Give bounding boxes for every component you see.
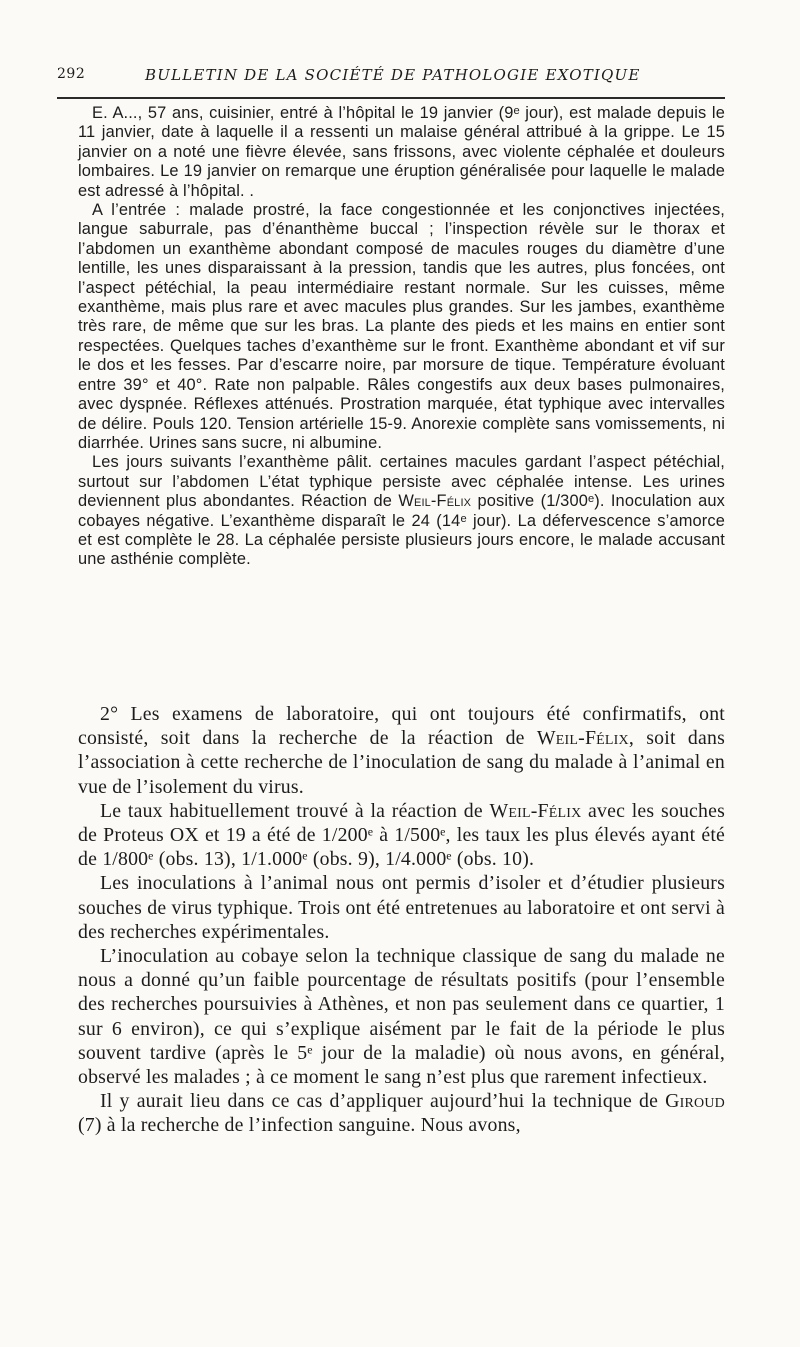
running-header [57, 66, 727, 94]
body-paragraph-inoculations: Les inoculations à l’animal nous ont permis d’isoler et d’étudier plusieurs souches de virus typhique. Trois ont été entretenues au laboratoire et ont servi à des recherches expérimentales. [78, 872, 725, 943]
page-number: 292 [57, 66, 86, 82]
author-name: Weil-Félix [536, 727, 629, 750]
header-rule [57, 97, 725, 99]
case-paragraph-evolution [78, 453, 725, 569]
text-run: Les jours suivants l’exanthème pâlit. certaines macules gardant l’aspect pétéchial, surtout sur l’abdomen L’état typhique persiste avec céphalée intense. Les urines deviennent plus abondantes. Réaction de [78, 453, 725, 511]
author-name: Weil-Félix [398, 492, 472, 511]
case-paragraph-history: E. A..., 57 ans, cuisinier, entré à l’hôpital le 19 janvier (9ᵉ jour), est malade depuis le 11 janvier, date à laquelle il a ressenti un malaise général attribué à la grippe. Le 15 janvier on a noté une fièvre élevée, sans frissons, avec violente céphalée et douleurs lombaires. Le 19 janvier on remarque une éruption généralisée pour laquelle le malade est adressé à l’hôpital. . [78, 104, 725, 200]
body-paragraph-giroud [78, 1089, 725, 1137]
body-paragraph-rates [78, 799, 725, 872]
text-run: (7) à la recherche de l’infection sanguine. Nous avons, [78, 1114, 521, 1137]
main-body-text [78, 702, 725, 1138]
text-run: 2° Les examens de laboratoire, qui ont toujours été confirmatifs, ont consisté, soit dans la recherche de la réaction de [78, 703, 725, 750]
case-paragraph-admission: A l’entrée : malade prostré, la face congestionnée et les conjonctives injectées, langue saburrale, pas d’énanthème buccal ; l’inspection révèle sur le thorax et l’abdomen un exanthème abondant composé de macules rouges du diamètre d’une lentille, les unes disparaissant à la pression, tandis que les autres, plus foncées, ont l’aspect pétéchial, la peau intermédiaire restant normale. Sur les cuisses, même exanthème, mais plus rare et avec macules plus grandes. Sur les jambes, exanthème très rare, de même que sur les bras. La plante des pieds et les mains en entier sont respectées. Quelques taches d’exanthème sur le front. Exanthème abondant et vif sur le dos et les fesses. Par d’escarre noire, par morsure de tique. Température évoluant entre 39° et 40°. Rate non palpable. Râles congestifs aux deux bases pulmonaires, avec dyspnée. Réflexes atténués. Prostration marquée, état typhique avec intervalles de délire. Pouls 120. Tension artérielle 15-9. Anorexie complète sans vomissements, ni diarrhée. Urines sans sucre, ni albumine. [78, 201, 725, 452]
body-paragraph-laboratory [78, 702, 725, 799]
text-run: avec les souches de Proteus OX et 19 a été de 1/200ᵉ à 1/500ᵉ, les taux les plus élevés ayant été de 1/800ᵉ (obs. 13), 1/1.000ᵉ (obs. 9), 1/4.000ᵉ (obs. 10). [78, 799, 725, 871]
text-run: Le taux habituellement trouvé à la réaction de [100, 799, 490, 822]
running-title: BULLETIN DE LA SOCIÉTÉ DE PATHOLOGIE EXOTIQUE [145, 66, 641, 84]
author-name: Weil-Félix [489, 799, 582, 822]
text-run: Il y aurait lieu dans ce cas d’appliquer aujourd’hui la technique de [100, 1090, 666, 1113]
text-run: , soit dans l’association à cette recherche de l’inoculation de sang du malade à l’animal en vue de l’isolement du virus. [78, 727, 725, 798]
case-report [78, 104, 725, 570]
body-paragraph-guinea-pig: L’inoculation au cobaye selon la technique classique de sang du malade ne nous a donné qu’un faible pourcentage de résultats positifs (pour l’ensemble des recherches poursuivies à Athènes, et non pas seulement dans ce quartier, 1 sur 6 environ), ce qui s’explique aisément par le fait de la période le plus souvent tardive (après le 5ᵉ jour de la maladie) où nous avons, en général, observé les malades ; à ce moment le sang n’est plus que rarement infectieux. [78, 945, 725, 1089]
author-name: Giroud [665, 1090, 725, 1113]
text-run: positive (1/300ᵉ). Inoculation aux cobayes négative. L’exanthème disparaît le 24 (14ᵉ jour). La défervescence s’amorce et est complète le 28. La céphalée persiste plusieurs jours encore, le malade accusant une asthénie complète. [78, 492, 725, 569]
